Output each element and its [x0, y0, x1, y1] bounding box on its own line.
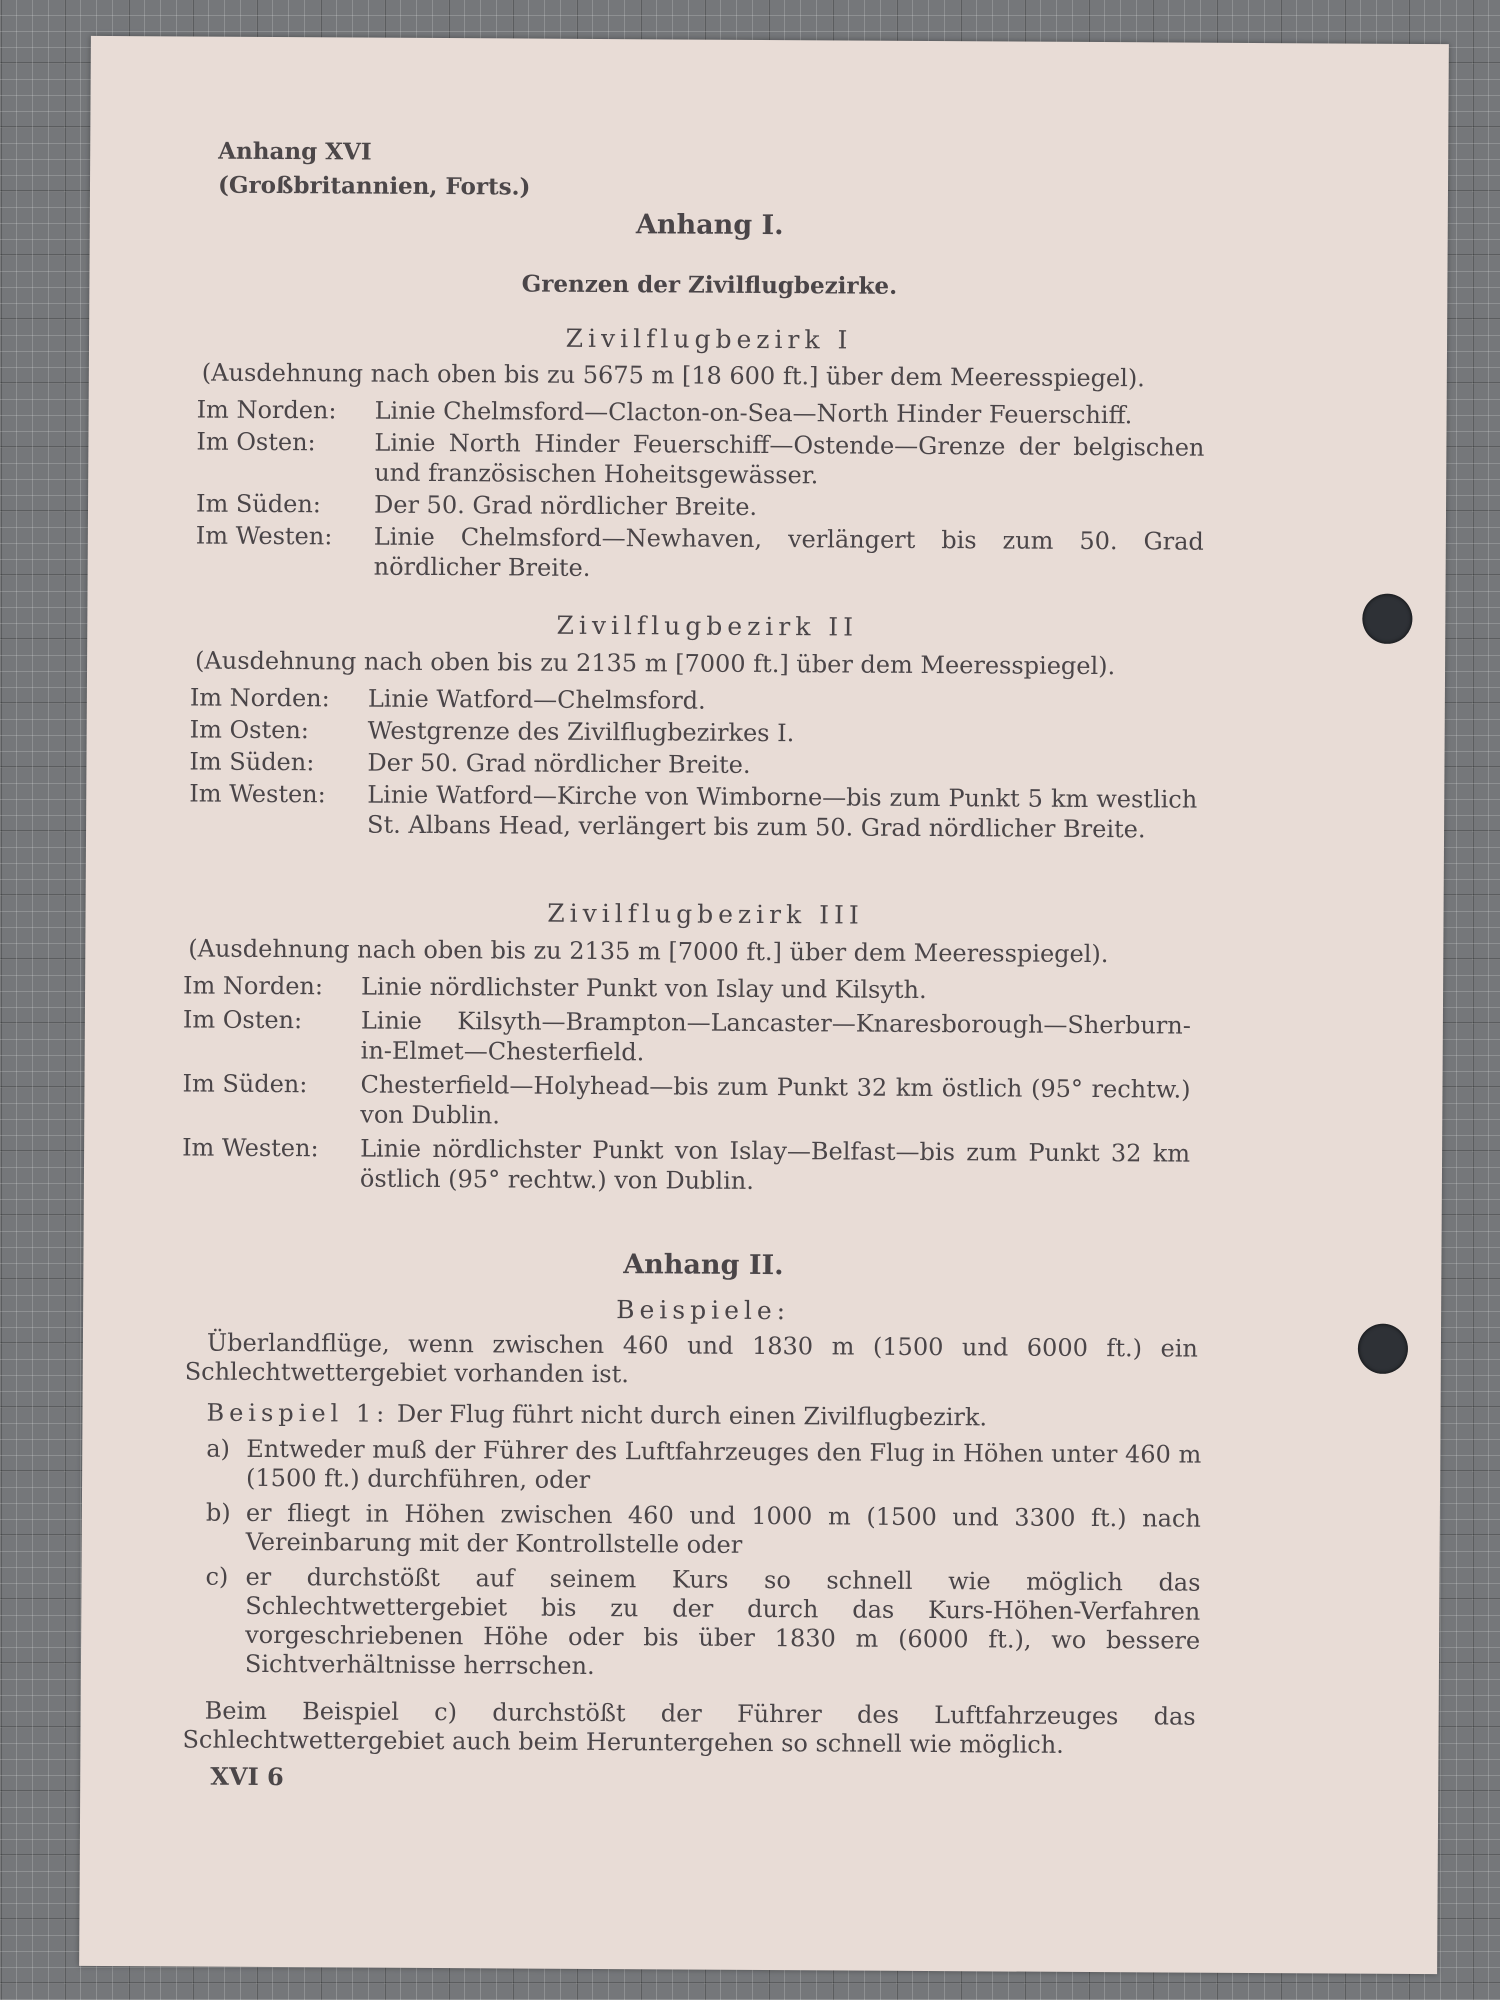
punch-hole — [1358, 1324, 1408, 1374]
item-text: er fliegt in Höhen zwischen 460 und 1000 m (1500 und 3300 ft.) nach Vereinbarung mit der Kontrollstelle oder — [245, 1498, 1201, 1559]
boundary-label: Im Osten: — [189, 715, 310, 745]
boundary-text: Linie Watford—Kirche von Wimborne—bis zum Punkt 5 km westlich St. Albans Head, verlängert bis zum 50. Grad nördlicher Breite. — [367, 780, 1198, 844]
boundary-label: Im Süden: — [189, 747, 315, 777]
example-heading — [206, 1399, 1206, 1434]
header-line-2: (Großbritannien, Forts.) — [217, 171, 531, 201]
boundary-text: Linie North Hinder Feuerschiff—Ostende—Grenze der belgischen und französischen Hoheitsgewässer. — [374, 428, 1205, 490]
boundary-text: Der 50. Grad nördlicher Breite. — [367, 748, 751, 779]
anhang-2-subtitle: Beispiele: — [616, 1295, 791, 1326]
item-marker: a) — [206, 1434, 231, 1463]
page-number: XVI 6 — [210, 1761, 284, 1792]
boundary-label: Im Westen: — [189, 779, 326, 809]
boundary-text: Der 50. Grad nördlicher Breite. — [373, 490, 758, 521]
boundary-label: Im Westen: — [195, 521, 333, 551]
district-2-title: Zivilflugbezirk II — [556, 610, 859, 642]
example-text: Der Flug führt nicht durch einen Zivilflugbezirk. — [396, 1399, 988, 1432]
anhang-2-title: Anhang II. — [623, 1249, 784, 1282]
anhang-2-intro: Überlandflüge, wenn zwischen 460 und 1830 m (1500 und 6000 ft.) ein Schlechtwettergebiet vorhanden ist. — [184, 1328, 1198, 1389]
boundary-text: Linie Chelmsford—Clacton-on-Sea—North Hinder Feuerschiff. — [374, 396, 1133, 430]
boundary-label: Im Osten: — [182, 1005, 303, 1035]
item-marker: b) — [205, 1498, 231, 1527]
item-text: er durchstößt auf seinem Kurs so schnell wie möglich das Schlechtwettergebiet bis zu der durch das Kurs-Höhen-Verfahren vorgeschriebenen Höhe oder bis über 1830 m (6000 ft.), wo bessere Sichtverhältnisse herrschen. — [244, 1562, 1201, 1680]
boundary-text: Linie nördlichster Punkt von Islay und Kilsyth. — [361, 972, 927, 1004]
example-label: Beispiel 1: — [206, 1398, 390, 1428]
punch-hole — [1362, 594, 1412, 644]
item-text: Entweder muß der Führer des Luftfahrzeuges den Flug in Höhen unter 460 m (1500 ft.) durchführen, oder — [246, 1434, 1202, 1494]
boundary-text: Linie Chelmsford—Newhaven, verlängert bis zum 50. Grad nördlicher Breite. — [373, 522, 1204, 582]
anhang-1-subtitle: Grenzen der Zivilflugbezirke. — [521, 270, 898, 300]
boundary-label: Im Osten: — [196, 427, 316, 457]
boundary-label: Im Westen: — [182, 1133, 319, 1163]
district-2-extent: (Ausdehnung nach oben bis zu 2135 m [7000 ft.] über dem Meeresspiegel). — [195, 646, 1116, 681]
boundary-label: Im Süden: — [195, 489, 322, 519]
boundary-label: Im Norden: — [189, 683, 330, 713]
item-marker: c) — [205, 1562, 229, 1591]
boundary-text: Westgrenze des Zivilflugbezirkes I. — [367, 716, 795, 748]
header-line-1: Anhang XVI — [218, 137, 372, 166]
boundary-text: Linie Watford—Chelmsford. — [367, 684, 706, 715]
district-3-title: Zivilflugbezirk III — [547, 898, 864, 930]
boundary-label: Im Norden: — [196, 395, 337, 425]
boundary-label: Im Süden: — [182, 1069, 308, 1099]
anhang-1-title: Anhang I. — [635, 209, 784, 242]
boundary-text: Chesterfield—Holyhead—bis zum Punkt 32 km östlich (95° rechtw.) von Dublin. — [360, 1070, 1191, 1130]
district-3-extent: (Ausdehnung nach oben bis zu 2135 m [7000 ft.] über dem Meeresspiegel). — [188, 934, 1109, 969]
district-1-extent: (Ausdehnung nach oben bis zu 5675 m [18 600 ft.] über dem Meeresspiegel). — [201, 358, 1145, 393]
boundary-label: Im Norden: — [183, 971, 324, 1001]
anhang-2-closing: Beim Beispiel c) durchstößt der Führer des Luftfahrzeuges das Schlechtwettergebiet auch beim Heruntergehen so schnell wie möglich. — [182, 1696, 1196, 1759]
document-page — [79, 36, 1449, 1974]
page-header — [218, 135, 531, 205]
boundary-text: Linie Kilsyth—Brampton—Lancaster—Knaresborough—Sherburn-in-Elmet—Chesterfield. — [360, 1006, 1191, 1067]
boundary-text: Linie nördlichster Punkt von Islay—Belfast—bis zum Punkt 32 km östlich (95° rechtw.) von Dublin. — [359, 1134, 1191, 1195]
district-1-title: Zivilflugbezirk I — [565, 323, 853, 355]
